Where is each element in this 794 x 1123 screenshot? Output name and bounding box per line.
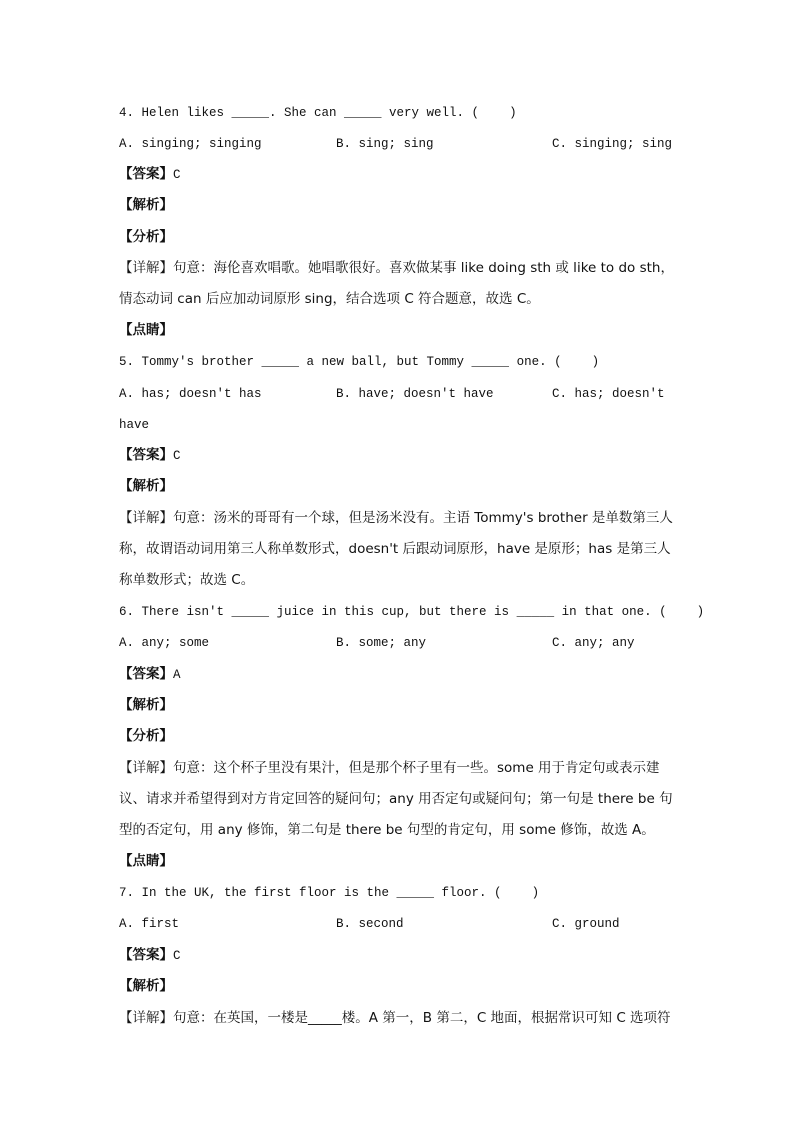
q5-jiexi-tag: 【解析】 bbox=[119, 478, 173, 494]
q7-jiexi-tag: 【解析】 bbox=[119, 978, 173, 994]
q5-answer bbox=[119, 445, 181, 466]
question-4-stem: 4. Helen likes _____. She can _____ very well. ( ) bbox=[119, 106, 517, 120]
answer-tag: 【答案】 bbox=[119, 166, 173, 182]
answer-value: C bbox=[173, 949, 181, 963]
q6-dianjing-tag: 【点睛】 bbox=[119, 853, 173, 869]
q5-option-c-continued: have bbox=[119, 418, 150, 432]
answer-tag: 【答案】 bbox=[119, 447, 173, 463]
question-6-stem: 6. There isn't _____ juice in this cup, but there is _____ in that one. ( ) bbox=[119, 605, 705, 619]
answer-tag: 【答案】 bbox=[119, 666, 173, 682]
q5-detail-line-3: 称单数形式；故选 C。 bbox=[119, 572, 255, 588]
q4-detail-line-1: 【详解】句意：海伦喜欢唱歌。她唱歌很好。喜欢做某事 like doing sth 或 like to do sth， bbox=[119, 260, 674, 276]
q7-option-c: C. ground bbox=[552, 917, 620, 931]
q7-detail-line-1: 【详解】句意：在英国，一楼是_____楼。A 第一，B 第二，C 地面，根据常识可知 C 选项符 bbox=[119, 1010, 671, 1026]
answer-value: C bbox=[173, 168, 181, 182]
q5-option-b: B. have; doesn't have bbox=[336, 387, 494, 401]
q5-detail-line-2: 称，故谓语动词用第三人称单数形式，doesn't 后跟动词原形，have 是原形；has 是第三人 bbox=[119, 541, 671, 557]
answer-value: C bbox=[173, 449, 181, 463]
q4-answer bbox=[119, 164, 181, 185]
q4-detail-line-2: 情态动词 can 后应加动词原形 sing，结合选项 C 符合题意，故选 C。 bbox=[119, 291, 540, 307]
q6-answer bbox=[119, 664, 181, 685]
q4-option-c: C. singing; sing bbox=[552, 137, 673, 151]
q6-jiexi-tag: 【解析】 bbox=[119, 697, 173, 713]
question-5-stem: 5. Tommy's brother _____ a new ball, but Tommy _____ one. ( ) bbox=[119, 355, 600, 369]
q5-detail-line-1: 【详解】句意：汤米的哥哥有一个球，但是汤米没有。主语 Tommy's brother 是单数第三人 bbox=[119, 510, 673, 526]
answer-tag: 【答案】 bbox=[119, 947, 173, 963]
q7-option-a: A. first bbox=[119, 917, 180, 931]
q6-option-c: C. any; any bbox=[552, 636, 635, 650]
q6-option-b: B. some; any bbox=[336, 636, 427, 650]
q6-option-a: A. any; some bbox=[119, 636, 210, 650]
q7-answer bbox=[119, 945, 181, 966]
q6-detail-line-3: 型的否定句，用 any 修饰，第二句是 there be 句型的肯定句，用 some 修饰，故选 A。 bbox=[119, 822, 655, 838]
q5-option-c: C. has; doesn't bbox=[552, 387, 665, 401]
q5-option-a: A. has; doesn't has bbox=[119, 387, 262, 401]
q6-fenxi-tag: 【分析】 bbox=[119, 728, 173, 744]
q4-jiexi-tag: 【解析】 bbox=[119, 197, 173, 213]
q6-detail-line-2: 议、请求并希望得到对方肯定回答的疑问句；any 用否定句或疑问句；第一句是 there be 句 bbox=[119, 791, 673, 807]
q4-fenxi-tag: 【分析】 bbox=[119, 229, 173, 245]
answer-value: A bbox=[173, 668, 181, 682]
q4-option-a: A. singing; singing bbox=[119, 137, 262, 151]
question-7-stem: 7. In the UK, the first floor is the _____ floor. ( ) bbox=[119, 886, 540, 900]
q6-detail-line-1: 【详解】句意：这个杯子里没有果汁，但是那个杯子里有一些。some 用于肯定句或表示建 bbox=[119, 760, 660, 776]
q4-dianjing-tag: 【点睛】 bbox=[119, 322, 173, 338]
q7-option-b: B. second bbox=[336, 917, 404, 931]
q4-option-b: B. sing; sing bbox=[336, 137, 434, 151]
